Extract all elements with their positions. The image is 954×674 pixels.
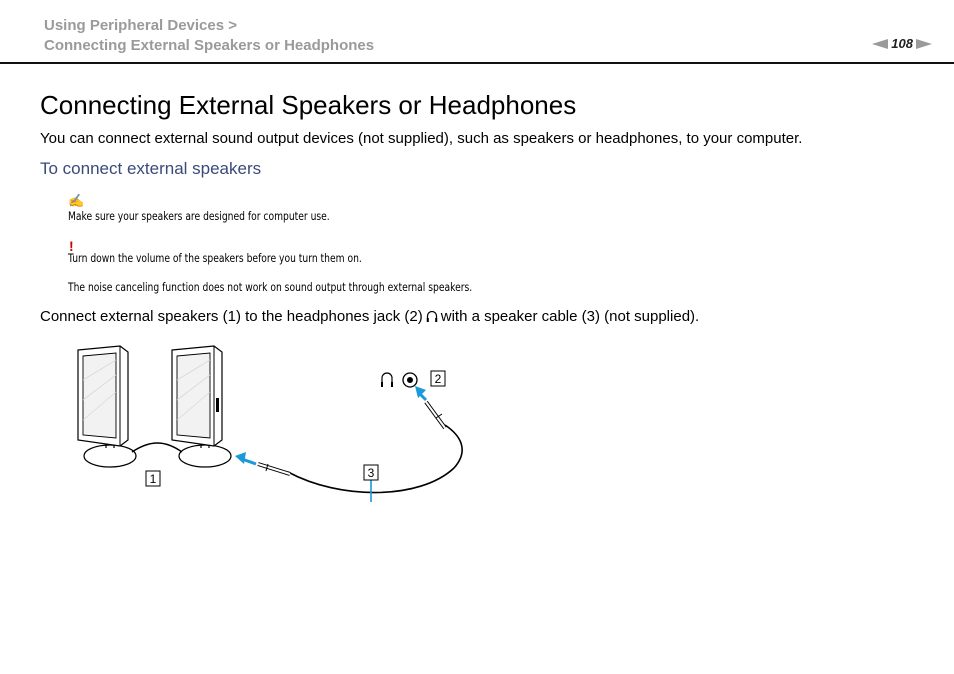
speaker-connection-diagram bbox=[70, 340, 470, 515]
step-text-end: with a speaker cable (3) (not supplied). bbox=[440, 308, 700, 325]
callout-1 bbox=[146, 471, 160, 486]
next-page-icon[interactable] bbox=[916, 39, 932, 49]
svg-text:2: 2 bbox=[434, 372, 442, 386]
note-text: Make sure your speakers are designed for computer use. bbox=[68, 210, 330, 223]
section-heading: To connect external speakers bbox=[40, 159, 262, 178]
intro-text: You can connect external sound output devices (not supplied), such as speakers or headphones, to your computer. bbox=[40, 130, 803, 147]
previous-page-icon[interactable] bbox=[872, 39, 888, 49]
insert-arrow-speaker bbox=[235, 452, 256, 464]
warning-text-noise-canceling: The noise canceling function does not work on sound output through external speakers. bbox=[68, 281, 473, 294]
speaker-cable bbox=[288, 425, 462, 493]
insert-arrow-jack bbox=[415, 386, 426, 400]
headphones-icon bbox=[426, 310, 438, 327]
breadcrumb-current: Connecting External Speakers or Headphones bbox=[44, 37, 375, 54]
speaker-side-plug bbox=[258, 464, 290, 474]
left-speaker-illustration bbox=[78, 346, 136, 467]
callout-2 bbox=[431, 371, 445, 386]
header-divider bbox=[0, 62, 954, 64]
svg-text:1: 1 bbox=[149, 472, 157, 486]
step-text-start: Connect external speakers (1) to the headphones jack (2) bbox=[40, 308, 423, 325]
instruction-step bbox=[40, 308, 699, 327]
breadcrumb-parent: Using Peripheral Devices > bbox=[44, 17, 238, 34]
headphones-jack-illustration bbox=[381, 373, 417, 387]
callout-3 bbox=[364, 465, 378, 480]
note-icon: ✍ bbox=[68, 193, 85, 208]
warning-text-volume: Turn down the volume of the speakers before you turn them on. bbox=[68, 252, 362, 265]
warning-icon: ! bbox=[69, 238, 74, 254]
svg-text:3: 3 bbox=[367, 466, 375, 480]
page-number: 108 bbox=[891, 36, 913, 51]
page-title: Connecting External Speakers or Headphones bbox=[40, 90, 577, 120]
jack-side-plug bbox=[426, 402, 445, 428]
page-navigation bbox=[872, 36, 932, 51]
speaker-link-wire bbox=[132, 443, 182, 452]
right-speaker-illustration bbox=[172, 346, 231, 467]
